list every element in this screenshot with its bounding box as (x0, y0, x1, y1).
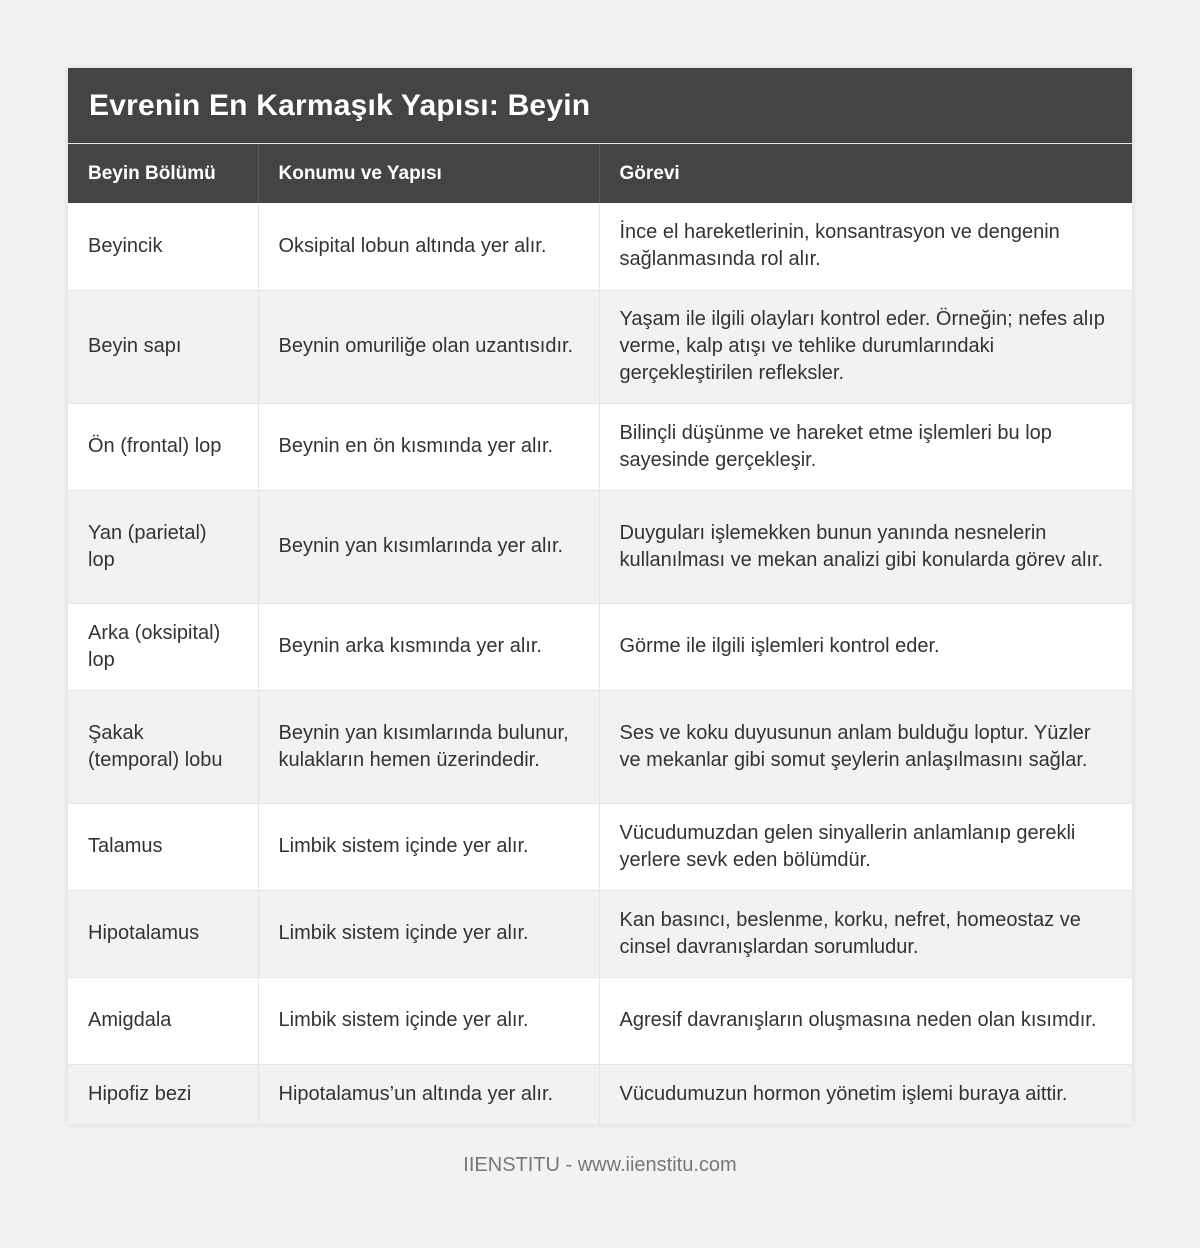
cell-part: Hipofiz bezi (68, 1064, 258, 1124)
header-function: Görevi (599, 144, 1132, 203)
table-row (68, 690, 1132, 803)
cell-part: Şakak (temporal) lobu (68, 690, 258, 803)
cell-part: Amigdala (68, 977, 258, 1064)
cell-part: Talamus (68, 803, 258, 890)
table-row (68, 890, 1132, 977)
table-row (68, 490, 1132, 603)
cell-function: Agresif davranışların oluşmasına neden olan kısımdır. (599, 977, 1132, 1064)
table-card (68, 68, 1132, 1124)
table-row (68, 977, 1132, 1064)
table-row (68, 403, 1132, 490)
table-row (68, 203, 1132, 290)
cell-location: Beynin yan kısımlarında yer alır. (258, 490, 599, 603)
cell-location: Limbik sistem içinde yer alır. (258, 977, 599, 1064)
header-part: Beyin Bölümü (68, 144, 258, 203)
cell-function: Kan basıncı, beslenme, korku, nefret, homeostaz ve cinsel davranışlardan sorumludur. (599, 890, 1132, 977)
cell-part: Beyincik (68, 203, 258, 290)
cell-function: Görme ile ilgili işlemleri kontrol eder. (599, 603, 1132, 690)
cell-part: Ön (frontal) lop (68, 403, 258, 490)
cell-function: Yaşam ile ilgili olayları kontrol eder. Örneğin; nefes alıp verme, kalp atışı ve tehlike durumlarındaki gerçekleştirilen refleksler. (599, 290, 1132, 403)
page-title: Evrenin En Karmaşık Yapısı: Beyin (89, 88, 591, 122)
cell-function: Vücudumuzdan gelen sinyallerin anlamlanıp gerekli yerlere sevk eden bölümdür. (599, 803, 1132, 890)
table-row (68, 290, 1132, 403)
cell-part: Arka (oksipital) lop (68, 603, 258, 690)
footer-credit: IIENSTITU - www.iienstitu.com (463, 1154, 737, 1176)
table-row (68, 803, 1132, 890)
header-location: Konumu ve Yapısı (258, 144, 599, 203)
table-header-row (68, 144, 1132, 203)
title-bar (68, 68, 1132, 144)
table-row (68, 603, 1132, 690)
cell-function: Bilinçli düşünme ve hareket etme işlemleri bu lop sayesinde gerçekleşir. (599, 403, 1132, 490)
table-row (68, 1064, 1132, 1124)
cell-function: İnce el hareketlerinin, konsantrasyon ve dengenin sağlanmasında rol alır. (599, 203, 1132, 290)
cell-part: Yan (parietal) lop (68, 490, 258, 603)
cell-function: Duyguları işlemekken bunun yanında nesnelerin kullanılması ve mekan analizi gibi konularda görev alır. (599, 490, 1132, 603)
cell-part: Beyin sapı (68, 290, 258, 403)
cell-part: Hipotalamus (68, 890, 258, 977)
cell-location: Beynin omuriliğe olan uzantısıdır. (258, 290, 599, 403)
cell-location: Hipotalamus’un altında yer alır. (258, 1064, 599, 1124)
cell-location: Limbik sistem içinde yer alır. (258, 890, 599, 977)
cell-function: Vücudumuzun hormon yönetim işlemi buraya aittir. (599, 1064, 1132, 1124)
brain-parts-table (68, 144, 1132, 1124)
cell-location: Beynin en ön kısmında yer alır. (258, 403, 599, 490)
cell-location: Oksipital lobun altında yer alır. (258, 203, 599, 290)
cell-location: Beynin arka kısmında yer alır. (258, 603, 599, 690)
cell-location: Limbik sistem içinde yer alır. (258, 803, 599, 890)
cell-location: Beynin yan kısımlarında bulunur, kulakların hemen üzerindedir. (258, 690, 599, 803)
cell-function: Ses ve koku duyusunun anlam bulduğu loptur. Yüzler ve mekanlar gibi somut şeylerin anlaşılmasını sağlar. (599, 690, 1132, 803)
